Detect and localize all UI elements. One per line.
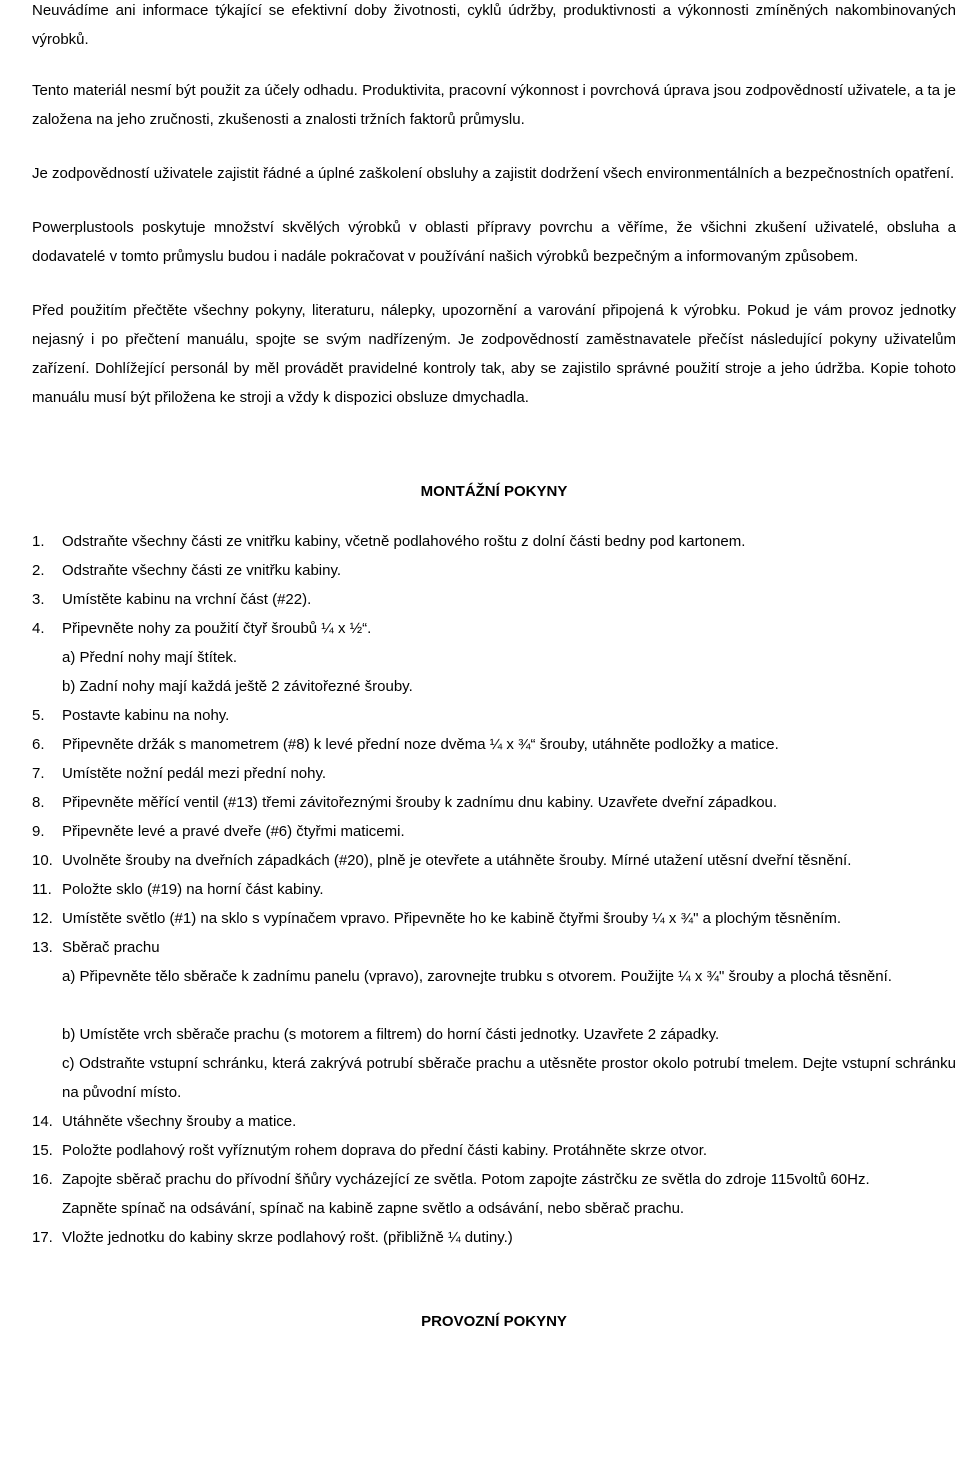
step-number: 15. — [32, 1142, 53, 1159]
step-number: 13. — [32, 939, 53, 956]
step-text: Připevněte levé a pravé dveře (#6) čtyřmi maticemi. — [62, 823, 405, 840]
list-item — [32, 904, 956, 933]
list-item — [32, 1107, 956, 1136]
step-number: 8. — [32, 794, 45, 811]
assembly-heading: MONTÁŽNÍ POKYNY — [420, 483, 568, 500]
step-text: Umístěte světlo (#1) na sklo s vypínačem vpravo. Připevněte ho ke kabině čtyřmi šrouby ¼ x ¾" a plochým těsněním. — [62, 910, 841, 927]
intro-paragraph-4: Powerplustools poskytuje množství skvělých výrobků v oblasti přípravy povrchu a věříme, že všichni zkušení uživatelé, obsluha a dodavatelé v tomto průmyslu budou i nadále pokračovat v používání našich výrobků bezpečným a informovaným způsobem. — [32, 219, 956, 265]
step-number: 6. — [32, 736, 45, 753]
step-number: 3. — [32, 591, 45, 608]
list-item — [32, 1223, 956, 1252]
intro-paragraph-3: Je zodpovědností uživatele zajistit řádné a úplné zaškolení obsluhy a zajistit dodržení všech environmentálních a bezpečnostních opatření. — [32, 165, 955, 182]
step-number: 17. — [32, 1229, 53, 1246]
list-item — [32, 701, 956, 730]
intro-paragraph-5: Před použitím přečtěte všechny pokyny, literaturu, nálepky, upozornění a varování připojená k výrobku. Pokud je vám provoz jednotky nejasný i po přečtení manuálu, spojte se svým nadřízeným. Je zodpovědností zaměstnavatele přečíst následující pokyny uživatelům zařízení. Dohlížející personál by měl provádět pravidelné kontroly tak, aby se zajistilo správné použití stroje a jeho údržba. Kopie tohoto manuálu musí být přiložena ke stroji a vždy k dispozici obsluze dmychadla. — [32, 302, 956, 406]
step-number: 10. — [32, 852, 53, 869]
step-text: Položte podlahový rošt vyříznutým rohem doprava do přední části kabiny. Protáhněte skrze otvor. — [62, 1142, 708, 1159]
step-13-a: a) Připevněte tělo sběrače k zadnímu panelu (vpravo), zarovnejte trubku s otvorem. Použijte ¼ x ¾" šrouby a plochá těsnění. — [62, 968, 892, 985]
list-item — [32, 1194, 956, 1223]
list-item — [32, 730, 956, 759]
document-page — [32, 0, 956, 1332]
step-number — [32, 643, 62, 672]
step-number: 9. — [32, 823, 45, 840]
step-number: 2. — [32, 562, 45, 579]
operation-heading: PROVOZNÍ POKYNY — [421, 1313, 567, 1330]
step-number: 1. — [32, 533, 45, 550]
step-text: Postavte kabinu na nohy. — [62, 707, 230, 724]
step-subtext: a) Přední nohy mají štítek. — [62, 649, 238, 666]
list-item — [32, 933, 956, 962]
step-text: Zapněte spínač na odsávání, spínač na kabině zapne světlo a odsávání, nebo sběrač prachu. — [62, 1200, 685, 1217]
step-number: 11. — [32, 881, 52, 898]
step-number: 12. — [32, 910, 53, 927]
list-item — [32, 527, 956, 556]
step-text: Odstraňte všechny části ze vnitřku kabiny, včetně podlahového roštu z dolní části bedny pod kartonem. — [62, 533, 746, 550]
step-text: Připevněte nohy za použití čtyř šroubů ¼ x ½“. — [62, 620, 372, 637]
intro-paragraph-2: Tento materiál nesmí být použit za účely odhadu. Produktivita, pracovní výkonnost i povrchová úprava jsou zodpovědností uživatele, a ta je založena na jeho zručnosti, zkušenosti a znalosti tržních faktorů průmyslu. — [32, 82, 956, 128]
assembly-steps — [32, 527, 956, 1252]
step-text: Umístěte kabinu na vrchní část (#22). — [62, 591, 312, 608]
step-text: Vložte jednotku do kabiny skrze podlahový rošt. (přibližně ¼ dutiny.) — [62, 1229, 513, 1246]
list-item — [32, 614, 956, 643]
list-item — [32, 585, 956, 614]
step-number: 4. — [32, 620, 45, 637]
step-text: Připevněte držák s manometrem (#8) k levé přední noze dvěma ¼ x ¾“ šrouby, utáhněte podložky a matice. — [62, 736, 779, 753]
list-item — [32, 556, 956, 585]
step-text: Sběrač prachu — [62, 939, 160, 956]
step-number: 7. — [32, 765, 45, 782]
list-item — [32, 875, 956, 904]
list-item — [32, 759, 956, 788]
list-item — [32, 643, 956, 672]
list-item — [32, 1136, 956, 1165]
list-item — [32, 1165, 956, 1194]
step-text: Uvolněte šrouby na dveřních západkách (#20), plně je otevřete a utáhněte šrouby. Mírné utažení utěsní dveřní těsnění. — [62, 852, 852, 869]
step-13-b: b) Umístěte vrch sběrače prachu (s motorem a filtrem) do horní části jednotky. Uzavřete 2 západky. — [62, 1026, 720, 1043]
step-number: 5. — [32, 707, 45, 724]
list-item — [32, 846, 956, 875]
step-text: Zapojte sběrač prachu do přívodní šňůry vycházející ze světla. Potom zapojte zástrčku ze světla do zdroje 115voltů 60Hz. — [62, 1171, 870, 1188]
step-number: 16. — [32, 1171, 53, 1188]
step-13-c: c) Odstraňte vstupní schránku, která zakrývá potrubí sběrače prachu a utěsněte prostor okolo potrubí tmelem. Dejte vstupní schránku na původní místo. — [62, 1055, 956, 1101]
step-subtext: b) Zadní nohy mají každá ještě 2 závitořezné šrouby. — [62, 678, 413, 695]
step-text: Připevněte měřící ventil (#13) třemi závitořeznými šrouby k zadnímu dnu kabiny. Uzavřete dveřní západkou. — [62, 794, 778, 811]
step-text: Umístěte nožní pedál mezi přední nohy. — [62, 765, 327, 782]
list-item — [32, 672, 956, 701]
step-text: Odstraňte všechny části ze vnitřku kabiny. — [62, 562, 342, 579]
list-item — [32, 817, 956, 846]
intro-paragraph-1: Neuvádíme ani informace týkající se efektivní doby životnosti, cyklů údržby, produktivnosti a výkonnosti zmíněných nakombinovaných výrobků. — [32, 2, 956, 48]
step-text: Utáhněte všechny šrouby a matice. — [62, 1113, 297, 1130]
list-item — [32, 788, 956, 817]
step-number — [32, 1194, 62, 1223]
step-number: 14. — [32, 1113, 53, 1130]
step-number — [32, 672, 62, 701]
step-text: Položte sklo (#19) na horní část kabiny. — [62, 881, 324, 898]
